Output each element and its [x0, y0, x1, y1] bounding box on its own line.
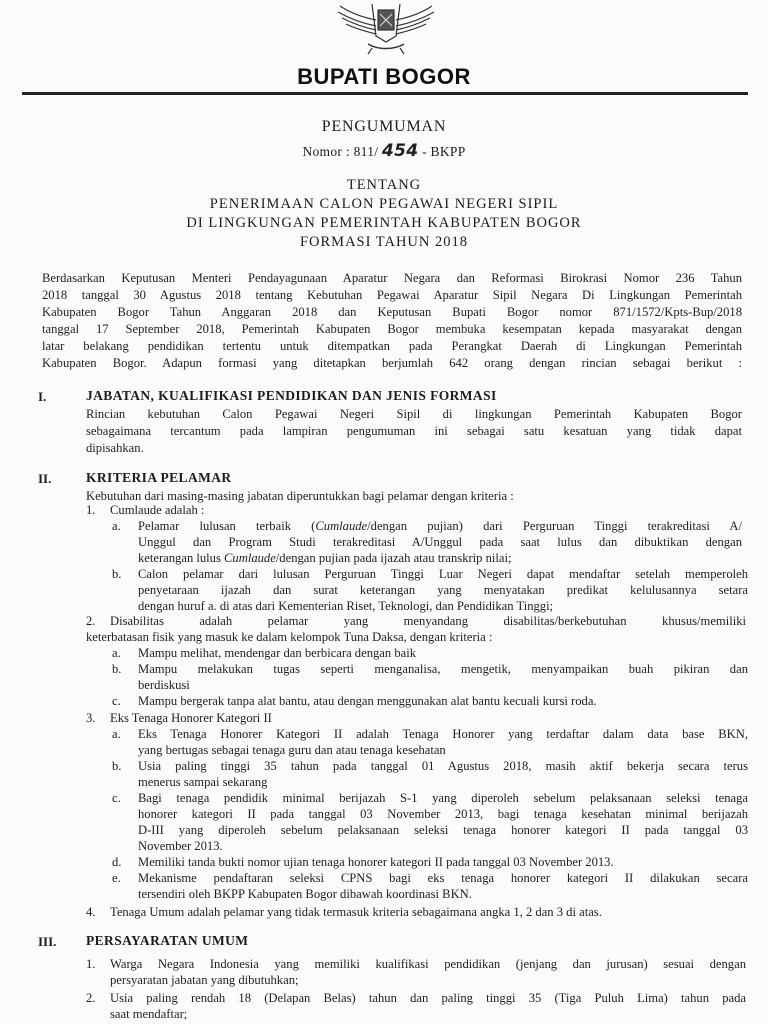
list-letter: d.: [112, 855, 122, 869]
list-number: 2.: [86, 991, 96, 1005]
subject-line-2: DI LINGKUNGAN PEMERINTAH KABUPATEN BOGOR: [186, 215, 582, 231]
list-item: yang bertugas sebagai tenaga guru dan atau tenaga kesehatan: [138, 743, 446, 757]
garuda-emblem: [332, 0, 440, 60]
list-number: 2.: [86, 614, 96, 628]
list-item: Disabilitas adalah pelamar yang menyandang disabilitas/berkebutuhan khusus/memiliki: [110, 614, 746, 628]
list-item: saat mendaftar;: [110, 1007, 188, 1021]
list-item: Eks Tenaga Honorer Kategori II adalah Tenaga Honorer yang terdaftar dalam data base BKN,: [138, 727, 748, 741]
list-item: Mekanisme pendaftaran seleksi CPNS bagi eks tenaga honorer kategori II dilakukan secara: [138, 871, 748, 885]
intro-line: tanggal 17 September 2018, Pemerintah Kabupaten Bogor membuka kesempatan kepada masyarakat dengan: [42, 322, 742, 336]
list-item: Tenaga Umum adalah pelamar yang tidak termasuk kriteria sebagaimana angka 1, 2 dan 3 di atas.: [110, 905, 602, 919]
header-divider: [22, 92, 748, 95]
list-item: menerus sampai sekarang: [138, 775, 268, 789]
list-item: November 2013.: [138, 839, 223, 853]
list-item: Mampu melakukan tugas seperti menganalisa, mengetik, menyampaikan buah pikiran dan: [138, 662, 748, 676]
list-number: 3.: [86, 711, 96, 725]
list-item: Mampu bergerak tanpa alat bantu, atau dengan menggunakan alat bantu kecuali kursi roda.: [138, 694, 597, 708]
section-1-line: Rincian kebutuhan Calon Pegawai Negeri Sipil di lingkungan Pemerintah Kabupaten Bogor: [86, 407, 742, 421]
list-item: penyetaraan ijazah dan surat keterangan yang menyatakan predikat kelulusannya setara: [138, 583, 748, 597]
list-letter: a.: [112, 727, 121, 741]
list-letter: b.: [112, 759, 122, 773]
section-2-title: KRITERIA PELAMAR: [86, 470, 232, 485]
section-1-title: JABATAN, KUALIFIKASI PENDIDIKAN DAN JENIS FORMASI: [86, 388, 497, 403]
list-letter: c.: [112, 694, 121, 708]
list-letter: a.: [112, 519, 121, 533]
list-item: honorer kategori II pada tanggal 03 November 2013, bagi tenaga kesehatan minimal berijazah: [138, 807, 748, 821]
intro-line: Kabupaten Bogor. Adapun formasi yang ditetapkan berjumlah 642 orang dengan rincian sebagai berikut :: [42, 356, 742, 370]
announcement-number: [0, 141, 768, 161]
section-1-line: dipisahkan.: [86, 441, 144, 455]
intro-line: 2018 tanggal 30 Agustus 2018 tentang Kebutuhan Pegawai Aparatur Sipil Negara Di Lingkungan Pemerintah: [42, 288, 742, 302]
section-1-number: I.: [38, 389, 47, 404]
list-item: Memiliki tanda bukti nomor ujian tenaga honorer kategori II pada tanggal 03 November 2013.: [138, 855, 614, 869]
list-item: Calon pelamar dari lulusan Perguruan Tinggi Luar Negeri dapat mendaftar setelah memperoleh: [138, 567, 748, 581]
subject-line-1: PENERIMAAN CALON PEGAWAI NEGERI SIPIL: [209, 196, 559, 212]
list-item: keterangan lulus Cumlaude/dengan pujian pada ijazah atau transkrip nilai;: [138, 551, 512, 565]
list-item: berdiskusi: [138, 678, 190, 692]
intro-line: Berdasarkan Keputusan Menteri Pendayagunaan Aparatur Negara dan Reformasi Birokrasi Nomor 236 Tahun: [42, 271, 742, 285]
section-1-line: sebagaimana tercantum pada lampiran pengumuman ini sebagai satu kesatuan yang tidak dapat: [86, 424, 742, 438]
list-letter: b.: [112, 567, 122, 581]
list-item: Eks Tenaga Honorer Kategori II: [110, 711, 272, 725]
list-item: Usia paling tinggi 35 tahun pada tanggal 01 Agustus 2018, masih aktif bekerja secara terus: [138, 759, 748, 773]
nomor-prefix: Nomor : 811/: [302, 144, 379, 159]
list-number: 1.: [86, 503, 96, 517]
list-letter: e.: [112, 871, 121, 885]
section-3-number: III.: [38, 934, 57, 949]
list-item: Usia paling rendah 18 (Delapan Belas) tahun dan paling tinggi 35 (Tiga Puluh Lima) tahun pada: [110, 991, 746, 1005]
list-item: keterbatasan fisik yang masuk ke dalam kelompok Tuna Daksa, dengan kriteria :: [86, 630, 493, 644]
page-title: BUPATI BOGOR: [297, 64, 471, 89]
list-letter: c.: [112, 791, 121, 805]
list-item: tersendiri oleh BKPP Kabupaten Bogor dibawah koordinasi BKN.: [138, 887, 472, 901]
list-number: 1.: [86, 957, 96, 971]
nomor-handwritten-number: 454: [382, 141, 419, 161]
list-item: D-III yang diperoleh sebelum pelaksanaan seleksi tenaga honorer kategori II pada tanggal 03: [138, 823, 748, 837]
list-item: Pelamar lulusan terbaik (Cumlaude/dengan pujian) dari Perguruan Tinggi terakreditasi A/: [138, 519, 742, 533]
list-item: Cumlaude adalah :: [110, 503, 205, 517]
list-item: dengan huruf a. di atas dari Kementerian Riset, Teknologi, dan Pendidikan Tinggi;: [138, 599, 554, 613]
list-letter: b.: [112, 662, 122, 676]
list-item: Bagi tenaga pendidik minimal berijazah S-1 yang diperoleh sebelum pelaksanaan seleksi tenaga: [138, 791, 748, 805]
section-2-intro: Kebutuhan dari masing-masing jabatan diperuntukkan bagi pelamar dengan kriteria :: [86, 489, 514, 503]
section-3-title: PERSAYARATAN UMUM: [86, 933, 249, 948]
intro-line: latar belakang pendidikan tertentu untuk ditempatkan pada Perangkat Daerah di Lingkungan Pemerintah: [42, 339, 742, 353]
announcement-heading: PENGUMUMAN: [321, 118, 447, 135]
list-item: persyaratan jabatan yang dibutuhkan;: [110, 973, 299, 987]
list-item: Mampu melihat, mendengar dan berbicara dengan baik: [138, 646, 417, 660]
list-number: 4.: [86, 905, 96, 919]
list-item: Unggul dan Program Studi terakreditasi A/Unggul pada saat lulus dan dibuktikan dengan: [138, 535, 742, 549]
intro-line: Kabupaten Bogor Tahun Anggaran 2018 dan Keputusan Bupati Bogor nomor 871/1572/Kpts-Bup/2018: [42, 305, 742, 319]
nomor-suffix: - BKPP: [422, 144, 466, 159]
list-item: Warga Negara Indonesia yang memiliki kualifikasi pendidikan (jenjang dan jurusan) sesuai dengan: [110, 957, 746, 971]
subject-line-3: FORMASI TAHUN 2018: [299, 234, 469, 250]
list-letter: a.: [112, 646, 121, 660]
section-2-number: II.: [38, 471, 52, 486]
tentang-label: TENTANG: [346, 177, 422, 193]
